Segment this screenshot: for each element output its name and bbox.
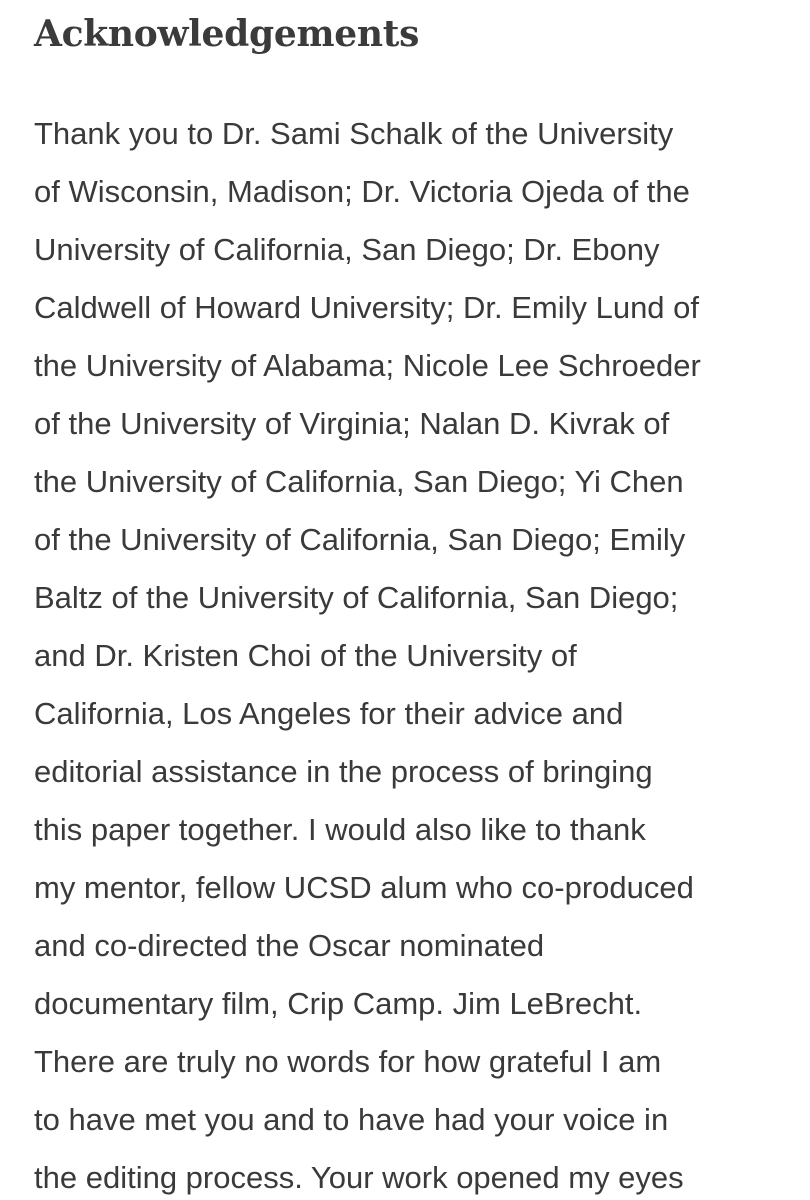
paragraph-line: California, Los Angeles for their advice and [34,696,624,731]
paragraph-line: There are truly no words for how grateful I am [34,1044,662,1079]
paragraph-line: of the University of Virginia; Nalan D. Kivrak of [34,406,670,441]
section-heading: Acknowledgements [34,13,420,55]
paragraph-line: of Wisconsin, Madison; Dr. Victoria Ojeda of the [34,174,690,209]
paragraph-line: editorial assistance in the process of bringing [34,754,653,789]
paragraph-line: the University of Alabama; Nicole Lee Schroeder [34,348,701,383]
paragraph-line: my mentor, fellow UCSD alum who co-produced [34,870,694,905]
acknowledgements-paragraph [34,105,804,1200]
paragraph-line: to have met you and to have had your voice in [34,1102,669,1137]
paragraph-line: this paper together. I would also like to thank [34,812,646,847]
paragraph-line: Caldwell of Howard University; Dr. Emily Lund of [34,290,700,325]
paragraph-line: Thank you to Dr. Sami Schalk of the University [34,116,674,151]
paragraph-line: University of California, San Diego; Dr. Ebony [34,232,660,267]
paragraph-line: the editing process. Your work opened my eyes [34,1160,684,1195]
paragraph-line: documentary film, Crip Camp. Jim LeBrecht. [34,986,643,1021]
paragraph-line: of the University of California, San Diego; Emily [34,522,686,557]
paragraph-line: Baltz of the University of California, San Diego; [34,580,679,615]
paragraph-line: and Dr. Kristen Choi of the University of [34,638,577,673]
paragraph-line: and co-directed the Oscar nominated [34,928,545,963]
paragraph-line: the University of California, San Diego; Yi Chen [34,464,684,499]
